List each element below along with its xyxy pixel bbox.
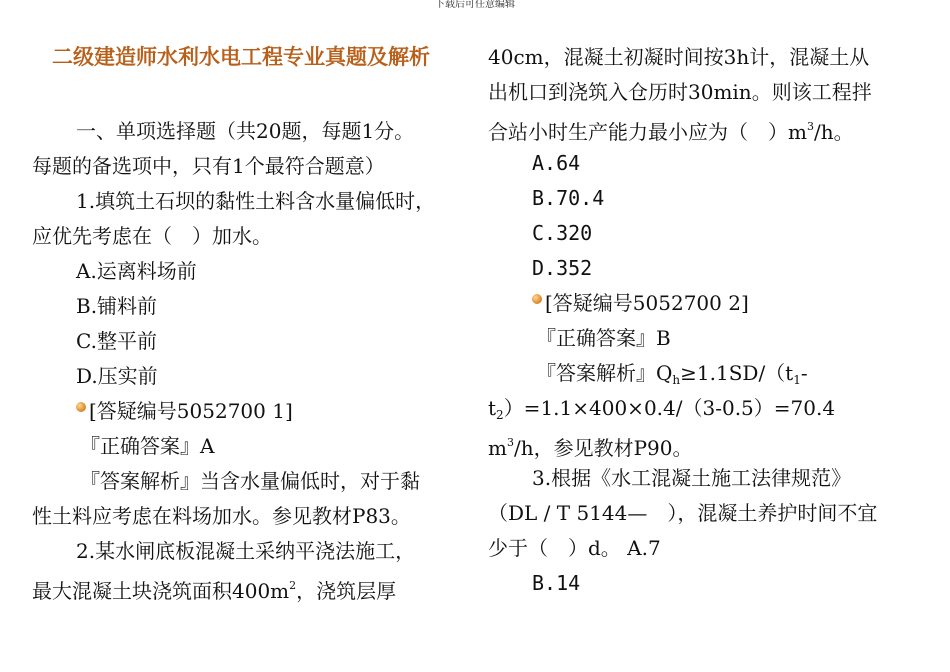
subscript: h — [672, 373, 681, 387]
question-1-stem-cont: 应优先考虑在（ ）加水。 — [32, 224, 272, 248]
question-2-option-c: C.320 — [532, 221, 593, 245]
superscript: 3 — [806, 120, 814, 133]
question-2-analysis — [536, 361, 808, 385]
bullet-icon — [76, 402, 86, 412]
question-3-stem: 3.根据《水工混凝土施工法律规范》 — [532, 466, 852, 490]
question-1-analysis: 『答案解析』当含水量偏低时，对于黏 — [80, 469, 420, 493]
question-2-cont-text-b: /h。 — [813, 120, 854, 144]
question-2-cont-line3 — [488, 115, 854, 144]
question-2-stem: 2.某水闸底板混凝土采纳平浇法施工， — [76, 539, 416, 563]
question-1-analysis-cont: 性土料应考虑在料场加水。参见教材P83。 — [32, 504, 411, 528]
question-1-option-b: B.铺料前 — [76, 294, 158, 318]
question-2-answer: 『正确答案』B — [536, 326, 671, 350]
question-1-answer: 『正确答案』A — [80, 434, 215, 458]
formula-text-a: t — [488, 396, 497, 420]
question-3-stem-cont2: 少于（ ）d。 A.7 — [488, 536, 661, 560]
ref-text-a: m — [488, 436, 507, 460]
formula-text-b: ）=1.1×400×0.4/（3-0.5）=70.4 — [503, 396, 836, 420]
question-2-textbook-ref — [488, 431, 693, 460]
question-1-option-d: D.压实前 — [76, 364, 158, 388]
question-2-reference-text: [答疑编号5052700 2] — [545, 291, 749, 315]
analysis-text-a: 『答案解析』Q — [536, 361, 673, 385]
subscript: 2 — [496, 408, 504, 422]
question-2-option-b: B.70.4 — [532, 186, 605, 210]
subscript: 1 — [793, 373, 801, 387]
question-2-stem-cont — [32, 574, 397, 603]
section-heading: 一、单项选择题（共20题，每题1分。 — [76, 119, 415, 143]
question-2-option-a: A.64 — [532, 151, 581, 175]
question-2-text-a: 最大混凝土块浇筑面积400m — [32, 579, 290, 603]
superscript: 2 — [289, 579, 297, 592]
question-1-option-c: C.整平前 — [76, 329, 157, 353]
question-3-stem-cont: （DL / T 5144— ），混凝土养护时间不宜 — [488, 501, 878, 525]
question-1-option-a: A.运离料场前 — [76, 259, 197, 283]
header-note: 下载后可任意编辑 — [435, 0, 515, 10]
question-1-reference-text: [答疑编号5052700 1] — [89, 399, 293, 423]
question-1-stem: 1.填筑土石坝的黏性土料含水量偏低时， — [76, 189, 436, 213]
page-title: 二级建造师水利水电工程专业真题及解析 — [52, 45, 430, 69]
question-2-formula — [488, 396, 835, 420]
superscript: 3 — [506, 436, 514, 449]
question-2-option-d: D.352 — [532, 256, 593, 280]
section-instructions: 每题的备选项中，只有1个最符合题意） — [32, 154, 385, 178]
question-2-text-b: ，浇筑层厚 — [296, 579, 397, 603]
analysis-text-b: ≥1.1SD/（t — [680, 361, 794, 385]
question-2-cont-text-a: 合站小时生产能力最小应为（ ）m — [488, 120, 807, 144]
ref-text-b: /h，参见教材P90。 — [513, 436, 693, 460]
question-2-cont-line2: 出机口到浇筑入仓历时30min。则该工程拌 — [488, 80, 872, 104]
question-2-reference — [532, 291, 749, 315]
analysis-text-c: - — [800, 361, 808, 385]
bullet-icon — [532, 294, 542, 304]
question-1-reference — [76, 399, 293, 423]
question-3-option-b: B.14 — [532, 571, 581, 595]
question-2-cont-line1: 40cm，混凝土初凝时间按3h计，混凝土从 — [488, 45, 870, 69]
